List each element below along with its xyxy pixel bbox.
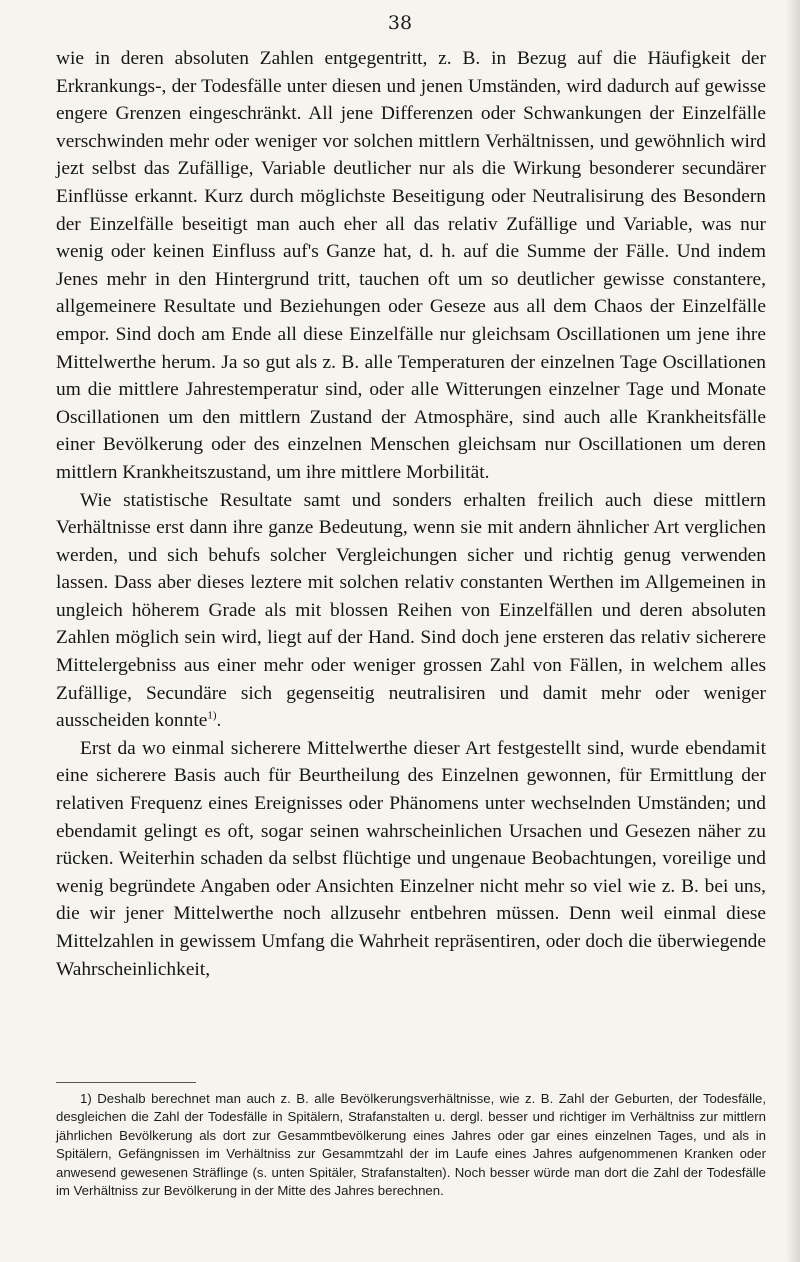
paragraph-2-end: . — [216, 710, 222, 732]
footnote-reference[interactable]: 1) — [207, 709, 217, 722]
main-text — [56, 45, 766, 983]
paragraph-2-text: Wie statistische Resultate samt und sonders erhalten freilich auch diese mittlern Verhältnisse erst dann ihre ganze Bedeutung, wenn sie mit andern ähnlicher Art verglichen werden, und sich behufs solcher Vergleichungen sicher und richtig genug verwenden lassen. Dass aber dieses leztere mit solchen relativ constanten Werthen im Allgemeinen in ungleich höherem Grade als mit blossen Reihen von Einzelfällen und deren absoluten Zahlen möglich sein wird, liegt auf der Hand. Sind doch jene ersteren das relativ sicherere Mittelergebniss aus einer mehr oder weniger grossen Zahl von Fällen, in welchem alles Zufällige, Secundäre sich gegenseitig neutralisiren und damit mehr oder weniger ausscheiden konnte — [56, 489, 766, 732]
footnote-marker: 1) — [80, 1091, 92, 1106]
footnote-1 — [56, 1090, 766, 1200]
paragraph-1: wie in deren absoluten Zahlen entgegentritt, z. B. in Bezug auf die Häufigkeit der Erkrankungs-, der Todesfälle unter diesen und jenen Umständen, wird dadurch auf gewisse engere Grenzen eingeschränkt. All jene Differenzen oder Schwankungen der Einzelfälle verschwinden mehr oder weniger vor solchen mittlern Verhältnissen, und gewöhnlich wird jezt selbst das Zufällige, Variable deutlicher nur als die Wirkung besonderer secundärer Einflüsse erkannt. Kurz durch möglichste Beseitigung oder Neutralisirung des Besondern der Einzelfälle beseitigt man auch eher all das relativ Zufällige und Variable, was nur wenig oder keinen Einfluss auf's Ganze hat, d. h. auf die Summe der Fälle. Und indem Jenes mehr in den Hintergrund tritt, tauchen oft um so deutlicher gewisse constantere, allgemeinere Resultate und Beziehungen oder Geseze aus all dem Chaos der Einzelfälle empor. Sind doch am Ende all diese Einzelfälle nur gleichsam Oscillationen um jene ihre Mittelwerthe herum. Ja so gut als z. B. alle Temperaturen der einzelnen Tage Oscillationen um die mittlere Jahrestemperatur sind, oder alle Witterungen einzelner Tage und Monate Oscillationen um den mittlern Zustand der Atmosphäre, sind auch alle Krankheitsfälle einer Bevölkerung oder des einzelnen Menschen gleichsam nur Oscillationen um deren mittlern Krankheitszustand, um ihre mittlere Morbilität. — [56, 48, 766, 483]
footnote-divider — [56, 1082, 196, 1083]
page-number: 38 — [387, 12, 413, 34]
footnote-text: Deshalb berechnet man auch z. B. alle Bevölkerungsverhältnisse, wie z. B. Zahl der Geburten, der Todesfälle, desgleichen die Zahl der Todesfälle in Spitälern, Strafanstalten u. dergl. besser und richtiger im Verhältniss zur mittlern jährlichen Bevölkerung als dort zur Gesammtbevölkerung eines Jahres oder gar eines einzelnen Tages, und als in Spitälern, Gefängnissen im Verhältniss zur Gesammtzahl der im Laufe eines Jahres aufgenommenen Kranken oder anwesend gewesenen Sträflinge (s. unten Spitäler, Strafanstalten). Noch besser würde man dort die Zahl der Todesfälle im Verhältniss zur Bevölkerung in der Mitte des Jahres berechnen. — [56, 1091, 766, 1199]
footnotes — [56, 1090, 766, 1200]
page-edge-shadow — [786, 0, 800, 1262]
paragraph-3: Erst da wo einmal sicherere Mittelwerthe dieser Art festgestellt sind, wurde ebendamit eine sicherere Basis auch für Beurtheilung des Einzelnen gewonnen, für Ermittlung der relativen Frequenz eines Ereignisses oder Phänomens unter wechselnden Umständen; und ebendamit gelingt es oft, sogar seinen wahrscheinlichen Ursachen und Gesezen näher zu rücken. Weiterhin schaden da selbst flüchtige und ungenaue Beobachtungen, voreilige und wenig begründete Angaben oder Ansichten Einzelner nicht mehr so viel wie z. B. bei uns, die wir jener Mittelwerthe noch allzusehr entbehren müssen. Denn weil einmal diese Mittelzahlen in gewissem Umfang die Wahrheit repräsentiren, oder doch die überwiegende Wahrscheinlichkeit, — [56, 737, 766, 980]
paragraph-2 — [56, 487, 766, 735]
footnote-reference-number: 1 — [207, 709, 213, 722]
